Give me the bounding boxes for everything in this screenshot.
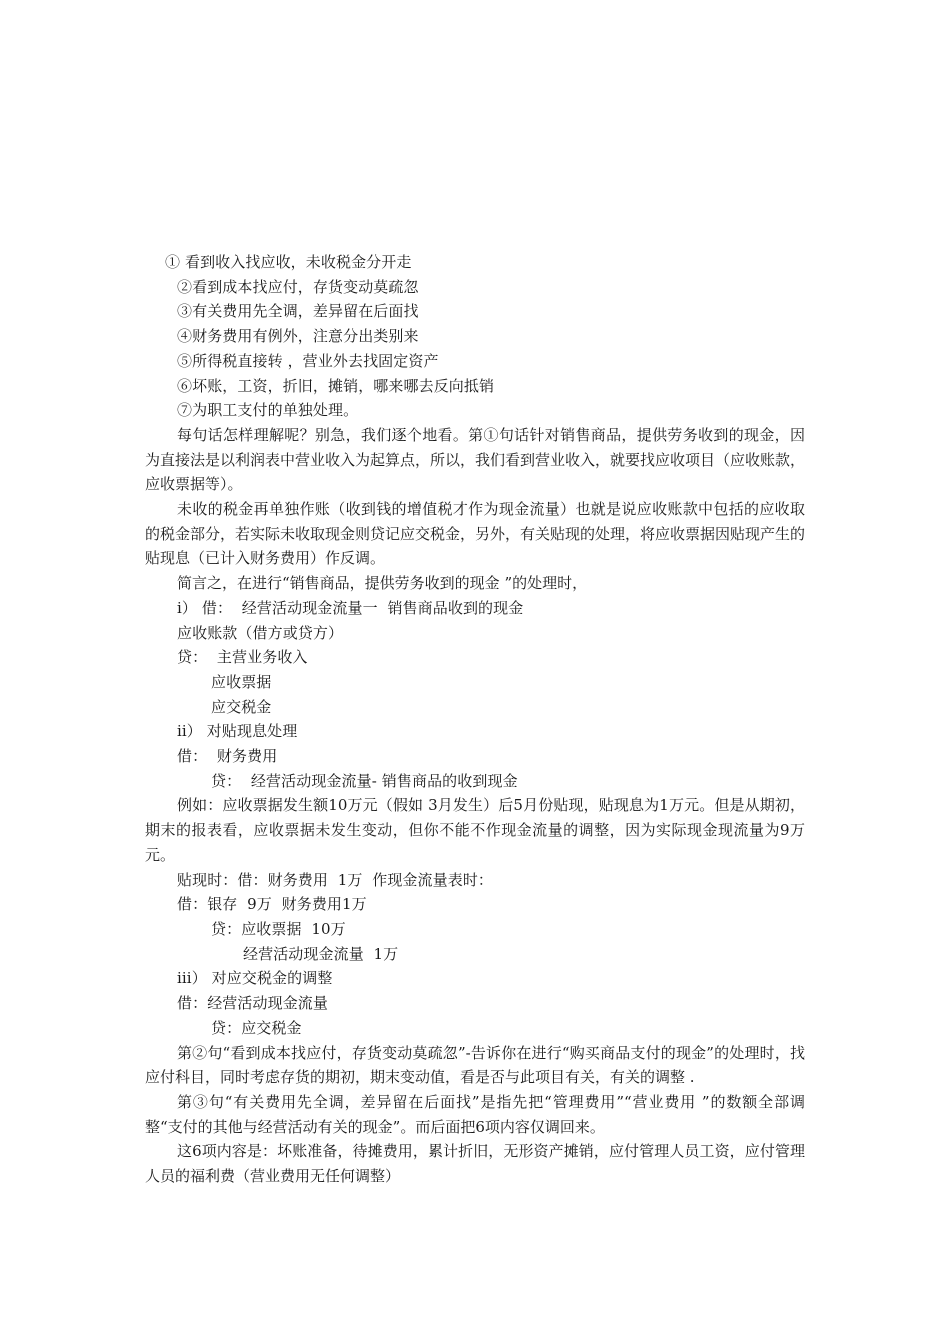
entry-iii-title: iii） 对应交税金的调整	[177, 969, 333, 988]
discount-line-2: 借：银存 9万 财务费用1万	[177, 895, 367, 914]
paragraph-rule-2: 第②句“看到成本找应付，存货变动莫疏忽”-告诉你在进行“购买商品支付的现金”的处理时，找应付科目，同时考虑存货的期初，期末变动值，看是否与此项目有关，有关的调整 .	[145, 1043, 805, 1087]
entry-ii-title: ii） 对贴现息处理	[177, 722, 298, 741]
rule-line-5: ⑤所得税直接转 ，营业外去找固定资产	[177, 351, 439, 370]
entry-i-debit: i） 借： 经营活动现金流量一 销售商品收到的现金	[177, 598, 524, 617]
paragraph-summary: 简言之，在进行“销售商品，提供劳务收到的现金 ”的处理时，	[177, 574, 588, 593]
paragraph-explanation: 每句话怎样理解呢？别急，我们逐个地看。第①句话针对销售商品，提供劳务收到的现金，因为直接法是以利润表中营业收入为起算点，所以，我们看到营业收入，就要找应收项目（应收账款，应收票据等）。	[145, 425, 806, 494]
rule-line-4: ④财务费用有例外，注意分出类别来	[177, 327, 419, 346]
entry-iii-debit: 借：经营活动现金流量	[177, 994, 329, 1013]
entry-i-receivable: 应收账款（借方或贷方）	[177, 623, 344, 642]
paragraph-example: 例如：应收票据发生额10万元（假如 3月发生）后5月份贴现，贴现息为1万元。但是从期初，期末的报表看，应收票据未发生变动，但你不能不作现金流量的调整，因为实际现金现流量为9万元。	[145, 796, 805, 864]
paragraph-tax: 未收的税金再单独作账（收到钱的增值税才作为现金流量）也就是说应收账款中包括的应收取的税金部分，若实际未收取现金则贷记应交税金，另外，有关贴现的处理，将应收票据因贴现产生的贴现息（已计入财务费用）作反调。	[145, 500, 806, 568]
rule-line-6: ⑥坏账，工资，折旧，摊销，哪来哪去反向抵销	[177, 376, 495, 395]
entry-i-notes: 应收票据	[211, 672, 272, 691]
entry-i-credit: 贷： 主营业务收入	[177, 648, 308, 667]
entry-ii-credit: 贷： 经营活动现金流量- 销售商品的收到现金	[211, 771, 518, 790]
entry-i-tax: 应交税金	[211, 697, 272, 716]
rule-line-2: ②看到成本找应付，存货变动莫疏忽	[177, 277, 419, 296]
entry-ii-debit: 借： 财务费用	[177, 747, 278, 766]
rule-line-1: ① 看到收入找应收，未收税金分开走	[165, 253, 412, 271]
document-body	[145, 250, 805, 1189]
discount-line-4: 经营活动现金流量 1万	[243, 944, 399, 963]
rule-line-3: ③有关费用先全调，差异留在后面找	[177, 302, 419, 321]
discount-line-1: 贴现时：借：财务费用 1万 作现金流量表时：	[177, 870, 494, 889]
paragraph-six-items: 这6项内容是：坏账准备，待摊费用，累计折旧，无形资产摊销，应付管理人员工资，应付管理人员的福利费（营业费用无任何调整）	[145, 1142, 805, 1186]
entry-iii-credit: 贷：应交税金	[211, 1018, 302, 1037]
discount-line-3: 贷：应收票据 10万	[211, 919, 346, 938]
rule-line-7: ⑦为职工支付的单独处理。	[177, 401, 359, 420]
paragraph-rule-3: 第③句“有关费用先全调，差异留在后面找”是指先把“管理费用”“营业费用 ”的数额全部调整“支付的其他与经营活动有关的现金”。而后面把6项内容仅调回来。	[145, 1092, 805, 1136]
